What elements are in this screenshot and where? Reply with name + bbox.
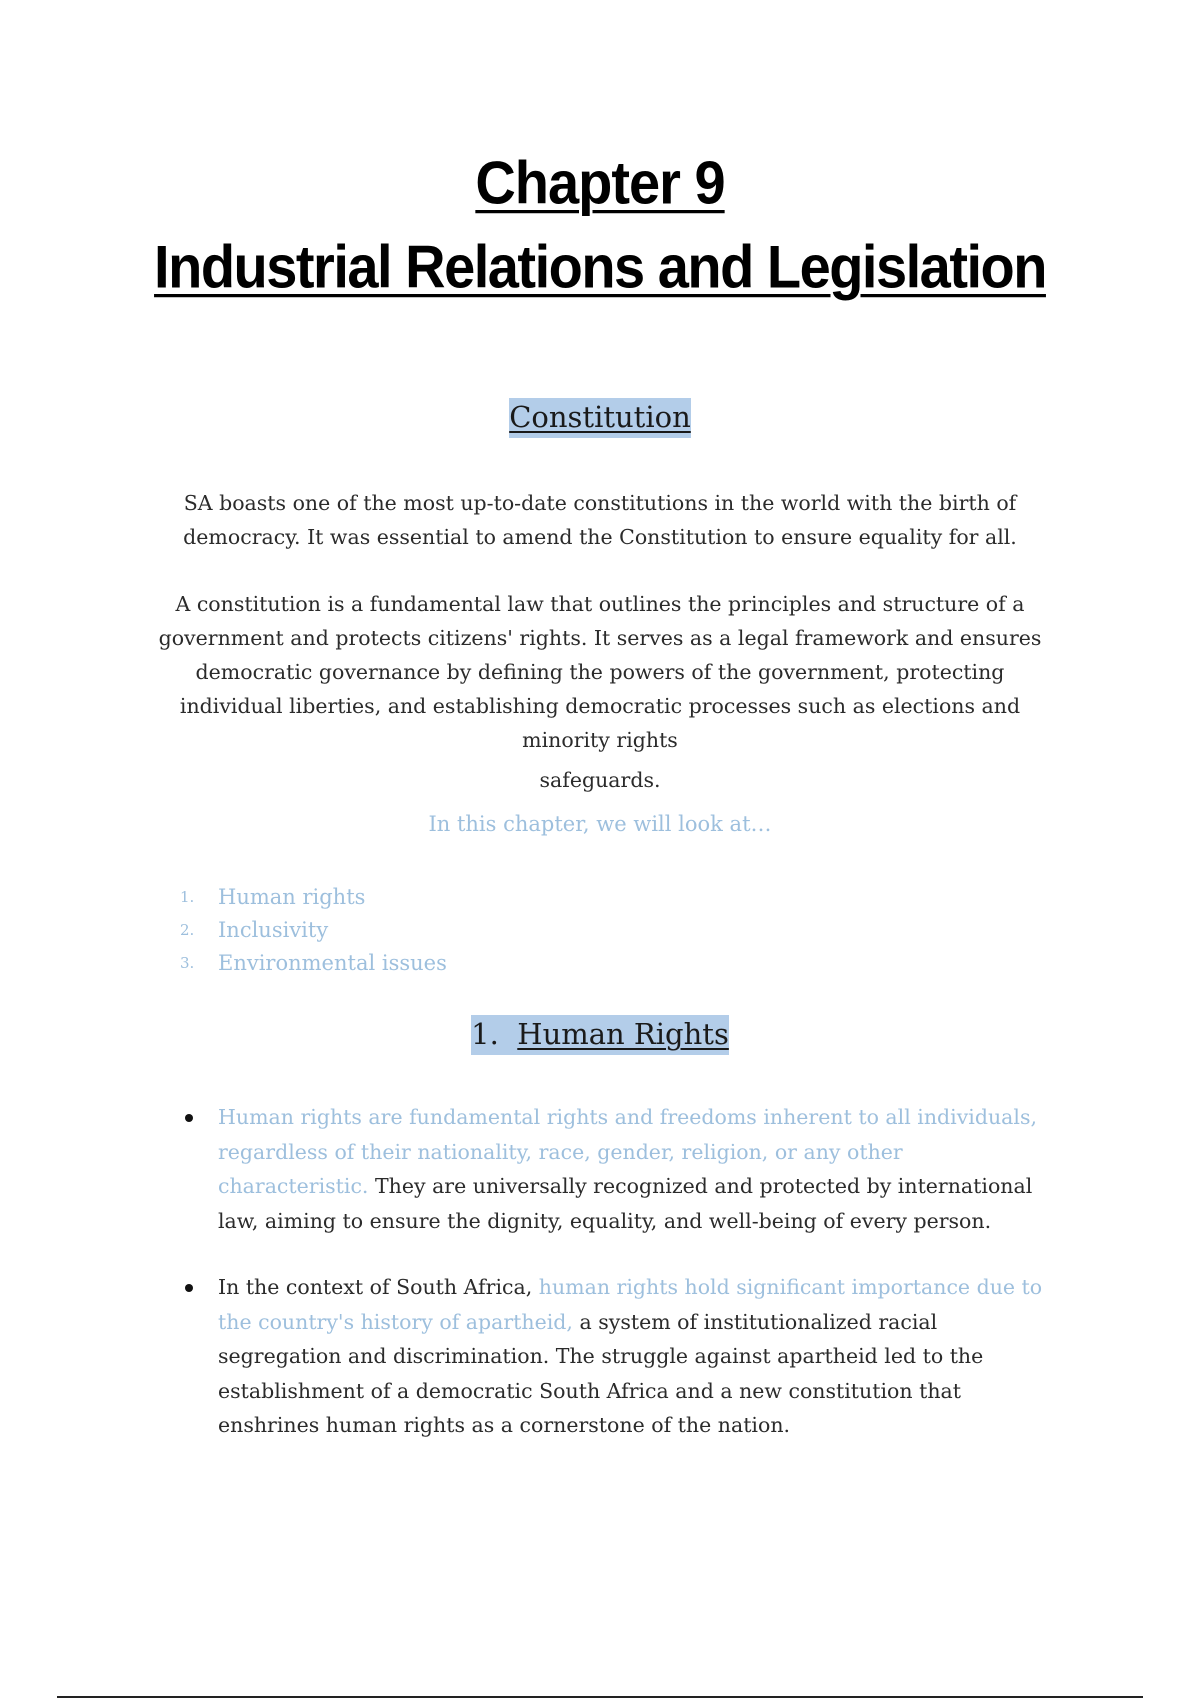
topic-number: 2.: [180, 921, 195, 939]
constitution-heading: [0, 400, 1200, 434]
bullet-text: In the context of South Africa,: [218, 1275, 533, 1299]
chapter-title-text: Chapter 9: [475, 148, 725, 217]
topic-label: Environmental issues: [218, 951, 447, 975]
topic-list: [180, 881, 447, 980]
footer-divider: [57, 1696, 1143, 1698]
chapter-intro: In this chapter, we will look at…: [428, 812, 772, 836]
chapter-subtitle: [0, 229, 1200, 305]
human-rights-bullet-list-2: [180, 1270, 1050, 1443]
constitution-paragraph-2-text: A constitution is a fundamental law that outlines the principles and structure of a government and protects citizens' rights. It serves as a legal framework and ensures democratic governance by defining the powers of the government, protecting individual liberties, and establishing democratic processes such as elections and minority rights: [158, 592, 1042, 752]
topic-item: [180, 947, 447, 980]
bullet-text: They are universally recognized and protected by international law, aiming to ensure the dignity, equality, and well-being of every person.: [218, 1174, 1033, 1233]
bullet-text: a system of institutionalized racial segregation and discrimination. The struggle against apartheid led to the establishment of a democratic South Africa and a new constitution that enshrines human rights as a cornerstone of the nation.: [218, 1309, 984, 1437]
constitution-paragraph-1: SA boasts one of the most up-to-date constitutions in the world with the birth of democracy. It was essential to amend the Constitution to ensure equality for all.: [183, 491, 1017, 549]
topic-item: [180, 881, 447, 914]
topic-item: [180, 914, 447, 947]
human-rights-bullet-list: [180, 1100, 1050, 1238]
constitution-paragraph-2-end: safeguards.: [539, 768, 661, 792]
topic-number: 1.: [180, 888, 195, 906]
bullet-item: [180, 1270, 1050, 1443]
bullet-item: [180, 1100, 1050, 1238]
bullet-dot-icon: [185, 1284, 193, 1292]
constitution-heading-text: Constitution: [509, 398, 691, 438]
human-rights-heading: [0, 1017, 1200, 1051]
topic-label: Inclusivity: [218, 918, 329, 942]
chapter-subtitle-text: Industrial Relations and Legislation: [154, 232, 1046, 301]
bullet-highlighted-text: human rights hold significant importance due to the country's history of apartheid,: [218, 1275, 1043, 1334]
human-rights-heading-num: 1.: [471, 1015, 499, 1055]
bullet-dot-icon: [185, 1114, 193, 1122]
topic-number: 3.: [180, 954, 195, 972]
bullet-highlighted-text: Human rights are fundamental rights and freedoms inherent to all individuals, regardless of their nationality, race, gender, religion, or any other characteristic.: [218, 1105, 1037, 1198]
constitution-paragraph-2: [150, 587, 1050, 797]
chapter-title: [0, 145, 1200, 221]
topic-label: Human rights: [218, 885, 366, 909]
human-rights-heading-text: Human Rights: [517, 1015, 729, 1055]
